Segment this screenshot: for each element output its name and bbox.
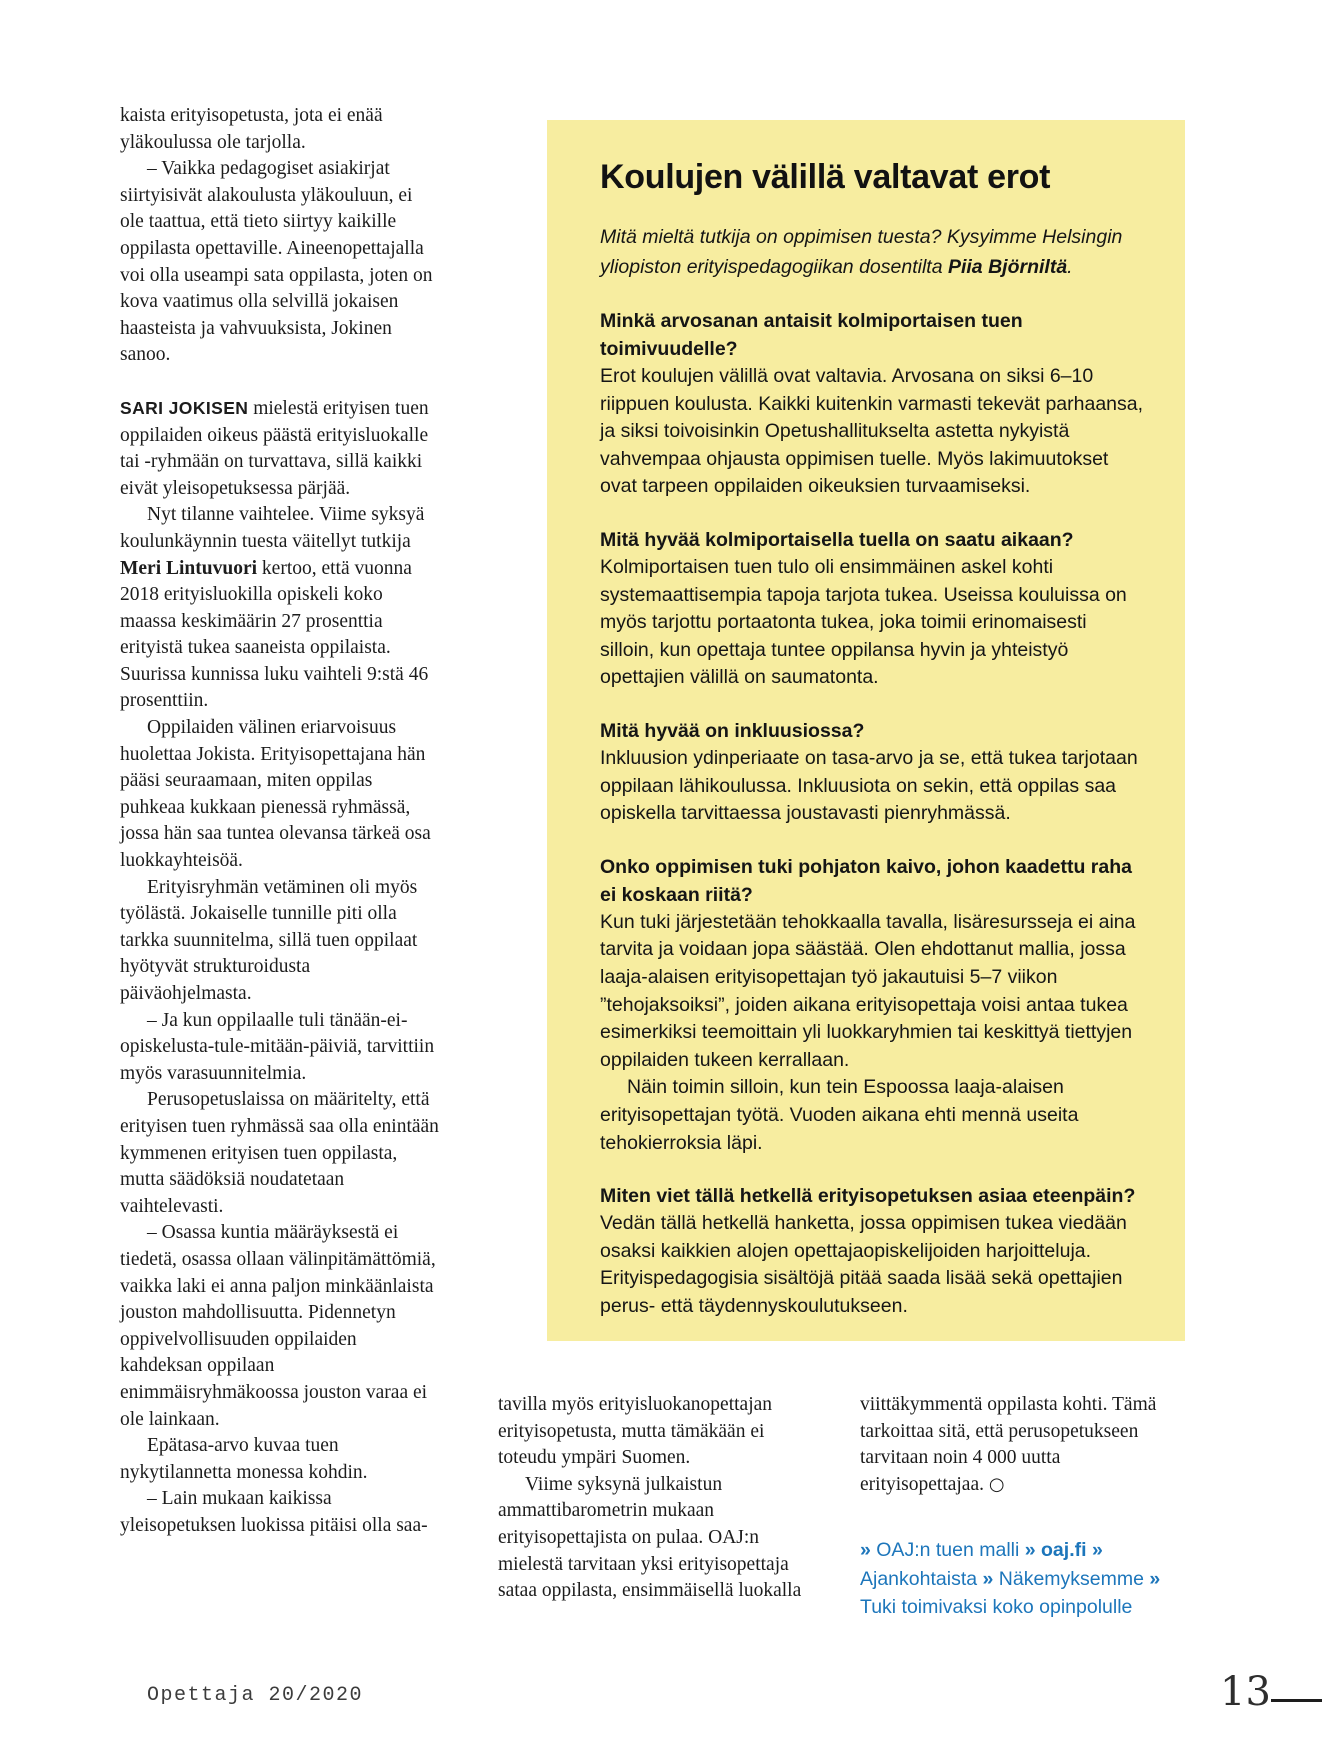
text-segment: – Ja kun oppilaalle tuli tänään-ei-opiskelusta-tule-mitään-päiviä, tarvittiin myös varasuunnitelmia. [120,1009,435,1084]
article-right-text [860,1392,1182,1498]
paragraph [120,103,440,156]
text-segment: SARI JOKISEN [120,397,249,418]
text-segment: tavilla myös erityisluokanopettajan erityisopetusta, mutta tämäkään ei toteudu ympäri Suomen. [498,1394,773,1469]
end-of-article-mark: ○ [988,1473,1005,1495]
interview-answer: Vedän tällä hetkellä hanketta, jossa oppimisen tukea viedään osaksi kaikkien alojen opettajaopiskelijoiden harjoitteluja. Erityispedagogisia sisältöjä pitää saada lisää sekä opettajien perus- että täydennyskoulutukseen. [600,1212,1127,1317]
text-segment: – Osassa kuntia määräyksestä ei tiedetä, osassa ollaan välinpitämättömiä, vaikka laki ei anna paljon minkäänlaista jouston mahdollisuutta. Pidennetyn oppivelvollisuuden oppilaiden kahdeksan oppilaan enimmäisryhmäkoossa jouston varaa ei ole lainkaan. [120,1222,436,1430]
interview-question: Miten viet tällä hetkellä erityisopetuksen asiaa eteenpäin? [600,1185,1136,1208]
paragraph [498,1472,818,1605]
interview-question: Onko oppimisen tuki pohjaton kaivo, johon kaadettu raha ei koskaan riitä? [600,855,1132,906]
text-segment: » [1091,1539,1103,1562]
text-segment: Epätasa-arvo kuvaa tuen nykytilannetta monessa kohdin. [120,1435,368,1483]
interview-qa-list [600,307,1145,1320]
text-segment: Piia Björniltä [947,256,1068,279]
interview-box [547,120,1185,1341]
text-segment: Nyt tilanne vaihtelee. Viime syksyä koulunkäynnin tuesta väitellyt tutkija [120,504,425,552]
paragraph [120,502,440,715]
interview-answer: Kolmiportaisen tuen tulo oli ensimmäinen askel kohti systemaattisempia tapoja tarjota tukea. Useissa kouluissa on myös tarjottu portaatonta tukea, joka toimii erinomaisesti silloin, kun opettaja tuntee oppilansa hyvin ja yhteistyö opettajien välillä on saumatonta. [600,556,1127,689]
interview-question: Mitä hyvää on inkluusiossa? [600,720,865,743]
interview-qa-block [600,717,1145,828]
text-segment: oaj.fi [1041,1539,1087,1562]
page-number-rule [1271,1699,1322,1702]
text-segment: Erityisryhmän vetäminen oli myös työlästä. Jokaiselle tunnille piti olla tarkka suunnitelma, sillä tuen oppilaat hyötyvät strukturoidusta päiväohjelmasta. [120,876,418,1004]
interview-answer: Näin toimin silloin, kun tein Espoossa laaja-alaisen erityisopettajan työtä. Vuoden aikana ehti mennä useita tehokierroksia läpi. [600,1076,1079,1154]
paragraph [498,1392,818,1472]
text-segment: Viime syksynä julkaistun ammattibarometrin mukaan erityisopettajista on pulaa. OAJ:n mielestä tarvitaan yksi erityisopettaja sataa oppilasta, ensimmäisellä luokalla [498,1473,802,1602]
text-segment: Perusopetuslaissa on määritelty, että erityisen tuen ryhmässä saa olla enintään kymmenen erityisen tuen oppilasta, mutta säädöksiä noudatetaan vaihtelevasti. [120,1089,439,1217]
paragraph [120,1433,440,1486]
interview-qa-block [600,307,1145,501]
text-segment: Mitä mieltä tutkija on oppimisen tuesta? Kysyimme Helsingin yliopiston erityispedagogiikan dosentilta [600,226,1123,279]
text-segment: Oppilaiden välinen eriarvoisuus huolettaa Jokista. Erityisopettajana hän pääsi seuraamaan, miten oppilas puhkeaa kukkaan pienessä ryhmässä, jossa hän saa tuntea olevansa tärkeä osa luokkayhteisöä. [120,717,431,872]
paragraph [860,1392,1182,1498]
text-segment: kaista erityisopetusta, jota ei enää yläkoulussa ole tarjolla. [120,105,383,153]
text-segment: » [860,1539,877,1562]
paragraph [120,156,440,369]
interview-answer: Kun tuki järjestetään tehokkaalla tavalla, lisäresursseja ei aina tarvita ja voidaan jopa säästää. Olen ehdottanut mallia, jossa laaja-alaisen erityisopettajan työ jakautuisi 5–7 viikon ”tehojaksoiksi”, joiden aikana erityisopettaja voisi antaa tukea esimerkiksi teemoittain yli luokkaryhmien tai keskittyä tiettyjen oppilaiden tukeen kerrallaan. [600,910,1136,1071]
footer-magazine-issue: Opettaja 20/2020 [147,1684,364,1707]
text-segment: » [982,1567,999,1590]
text-segment: mielestä erityisen tuen oppilaiden oikeus päästä erityisluokalle tai -ryhmään on turvattava, sillä kaikki eivät yleisopetuksessa pärjää. [120,397,429,499]
text-segment: kertoo, että vuonna 2018 erityisluokilla opiskeli koko maassa keskimäärin 27 prosenttia erityistä tukea saaneista oppilaista. Suurissa kunnissa luku vaihteli 9:stä 46 prosenttiin. [120,557,429,712]
interview-question: Mitä hyvää kolmiportaisella tuella on saatu aikaan? [600,529,1074,552]
interview-qa-block [600,1182,1145,1320]
paragraph [120,1486,440,1539]
interview-question: Minkä arvosanan antaisit kolmiportaisen tuen toimivuudelle? [600,310,1023,361]
interview-answer: Erot koulujen välillä ovat valtavia. Arvosana on siksi 6–10 riippuen koulusta. Kaikki kuitenkin varmasti tekevät parhaansa, ja siksi toivoisinkin Opetushallitukselta astetta nykyistä vahvempaa ohjausta oppimisen tuelle. Myös lakimuutokset ovat tarpeen oppilaiden oikeuksien turvaamiseksi. [600,365,1144,498]
text-segment: – Vaikka pedagogiset asiakirjat siirtyisivät alakoulusta yläkouluun, ei ole taattua, että tieto siirtyy kaikille oppilasta opettaville. Aineenopettajalla voi olla useampi sata oppilasta, joten on kova vaatimus olla selvillä jokaisen haasteista ja vahvuuksista, Jokinen sanoo. [120,158,433,366]
text-segment: » [1149,1567,1161,1590]
paragraph [120,1087,440,1220]
text-segment: Tuki toimivaksi koko opinpolulle [860,1596,1133,1619]
text-segment: viittäkymmentä oppilasta kohti. Tämä tarkoittaa sitä, että perusopetukseen tarvitaan noin 4 000 uutta erityisopettajaa. [860,1394,1157,1495]
text-segment: Meri Lintuvuori [120,557,258,579]
paragraph [120,395,440,502]
paragraph [120,1220,440,1433]
text-segment: » [1024,1539,1042,1562]
text-segment: Näkemyksemme [998,1567,1150,1590]
text-segment: Ajankohtaista [860,1567,983,1590]
interview-title: Koulujen välillä valtavat erot [600,158,1051,196]
article-middle-column [498,1392,818,1605]
related-links[interactable] [860,1536,1182,1622]
page-number: 13 [1220,1669,1271,1715]
interview-qa-block [600,526,1145,692]
interview-qa-block [600,853,1145,1157]
text-segment: . [1067,256,1073,279]
paragraph [120,715,440,875]
text-segment: OAJ:n tuen malli [876,1539,1025,1562]
interview-intro [600,222,1145,282]
article-left-column [120,103,440,1539]
text-segment: – Lain mukaan kaikissa yleisopetuksen luokissa pitäisi olla saa- [120,1488,428,1536]
article-right-column [860,1392,1182,1622]
paragraph [120,1008,440,1088]
paragraph [120,875,440,1008]
interview-answer: Inkluusion ydinperiaate on tasa-arvo ja se, että tukea tarjotaan oppilaan lähikoulussa. Inkluusiota on sekin, että oppilas saa opiskella tarvittaessa joustavasti pienryhmässä. [600,747,1138,825]
